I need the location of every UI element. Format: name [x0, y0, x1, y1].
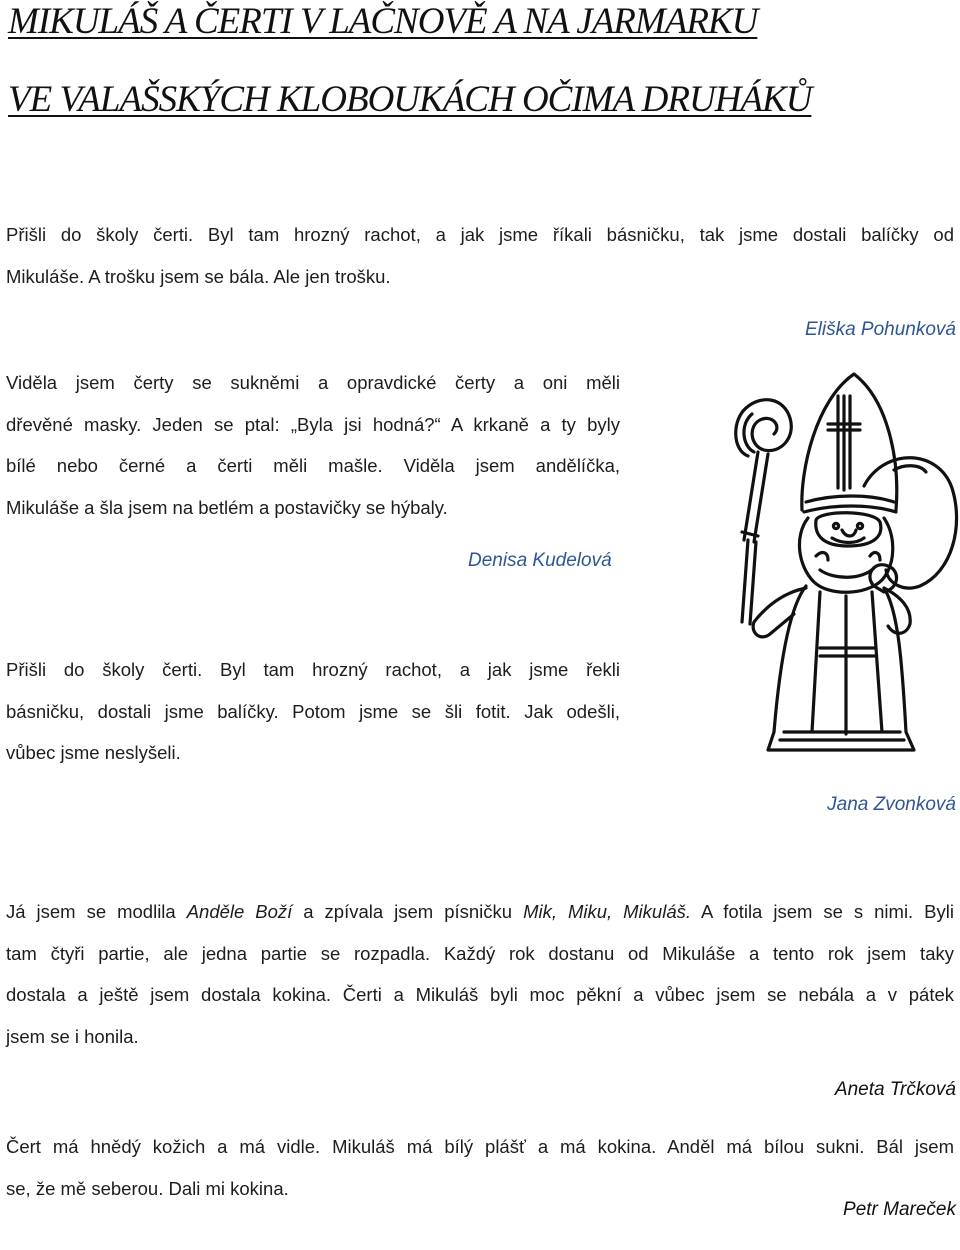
- entry-3-line-3: vůbec jsme neslyšeli.: [6, 742, 181, 763]
- entry-4-text: [6, 891, 954, 1057]
- page-title-line-2: VE VALAŠSKÝCH KLOBOUKÁCH OČIMA DRUHÁKŮ: [8, 79, 812, 120]
- entry-3-line-2: básničku, dostali jsme balíčky. Potom jsme se šli fotit. Jak odešli,: [6, 700, 620, 722]
- entry-3-line-1: Přišli do školy čerti. Byl tam hrozný rachot, a jak jsme řekli: [6, 659, 620, 680]
- entry-1-text: [6, 214, 954, 297]
- entry-4-line-3: dostala a ještě jsem dostala kokina. Čerti a Mikuláš byli moc pěkní a vůbec jsem se nebála a v pátek: [6, 984, 954, 1005]
- entry-1-line-2: Mikuláše. A trošku jsem se bála. Ale jen trošku.: [6, 265, 391, 287]
- entry-5-author: Petr Mareček: [843, 1199, 956, 1220]
- entry-3-author: Jana Zvonková: [827, 794, 956, 815]
- entry-5-line-1: Čert má hnědý kožich a má vidle. Mikuláš má bílý plášť a má kokina. Anděl má bílou sukni. Bál jsem: [6, 1136, 954, 1157]
- entry-3-text: [6, 649, 620, 774]
- entry-2-line-2: dřevěné masky. Jeden se ptal: „Byla jsi hodná?“ A krkaně a ty byly: [6, 413, 620, 435]
- entry-5-text: [6, 1126, 954, 1209]
- entry-2-line-3: bílé nebo černé a čerti měli mašle. Viděla jsem andělíčka,: [6, 455, 620, 476]
- entry-1-author: Eliška Pohunková: [804, 319, 956, 340]
- entry-4-line-4: jsem se i honila.: [6, 1025, 139, 1047]
- page-title-line-1: MIKULÁŠ A ČERTI V LAČNOVĚ A NA JARMARKU: [8, 1, 758, 42]
- entry-4-line-2: tam čtyři partie, ale jedna partie se rozpadla. Každý rok dostanu od Mikuláše a tento rok jsem taky: [6, 942, 954, 964]
- entry-5-line-2: se, že mě seberou. Dali mi kokina.: [6, 1177, 289, 1199]
- entry-1-line-1: Přišli do školy čerti. Byl tam hrozný rachot, a jak jsme říkali básničku, tak jsme dostali balíčky od: [6, 224, 954, 245]
- entry-2-line-1: Viděla jsem čerty se sukněmi a opravdické čerty a oni měli: [6, 372, 620, 393]
- entry-2-text: [6, 362, 620, 528]
- saint-nicholas-icon: [724, 360, 960, 760]
- entry-4-author: Aneta Trčková: [834, 1079, 956, 1100]
- entry-4-line-1: Já jsem se modlila Anděle Boží a zpívala jsem písničku Mik, Miku, Mikuláš. A fotila jsem se s nimi. Byli: [6, 901, 954, 922]
- entry-2-author: Denisa Kudelová: [468, 550, 612, 571]
- saint-nicholas-illustration: [724, 360, 960, 760]
- entry-2-line-4: Mikuláše a šla jsem na betlém a postavičky se hýbaly.: [6, 496, 448, 518]
